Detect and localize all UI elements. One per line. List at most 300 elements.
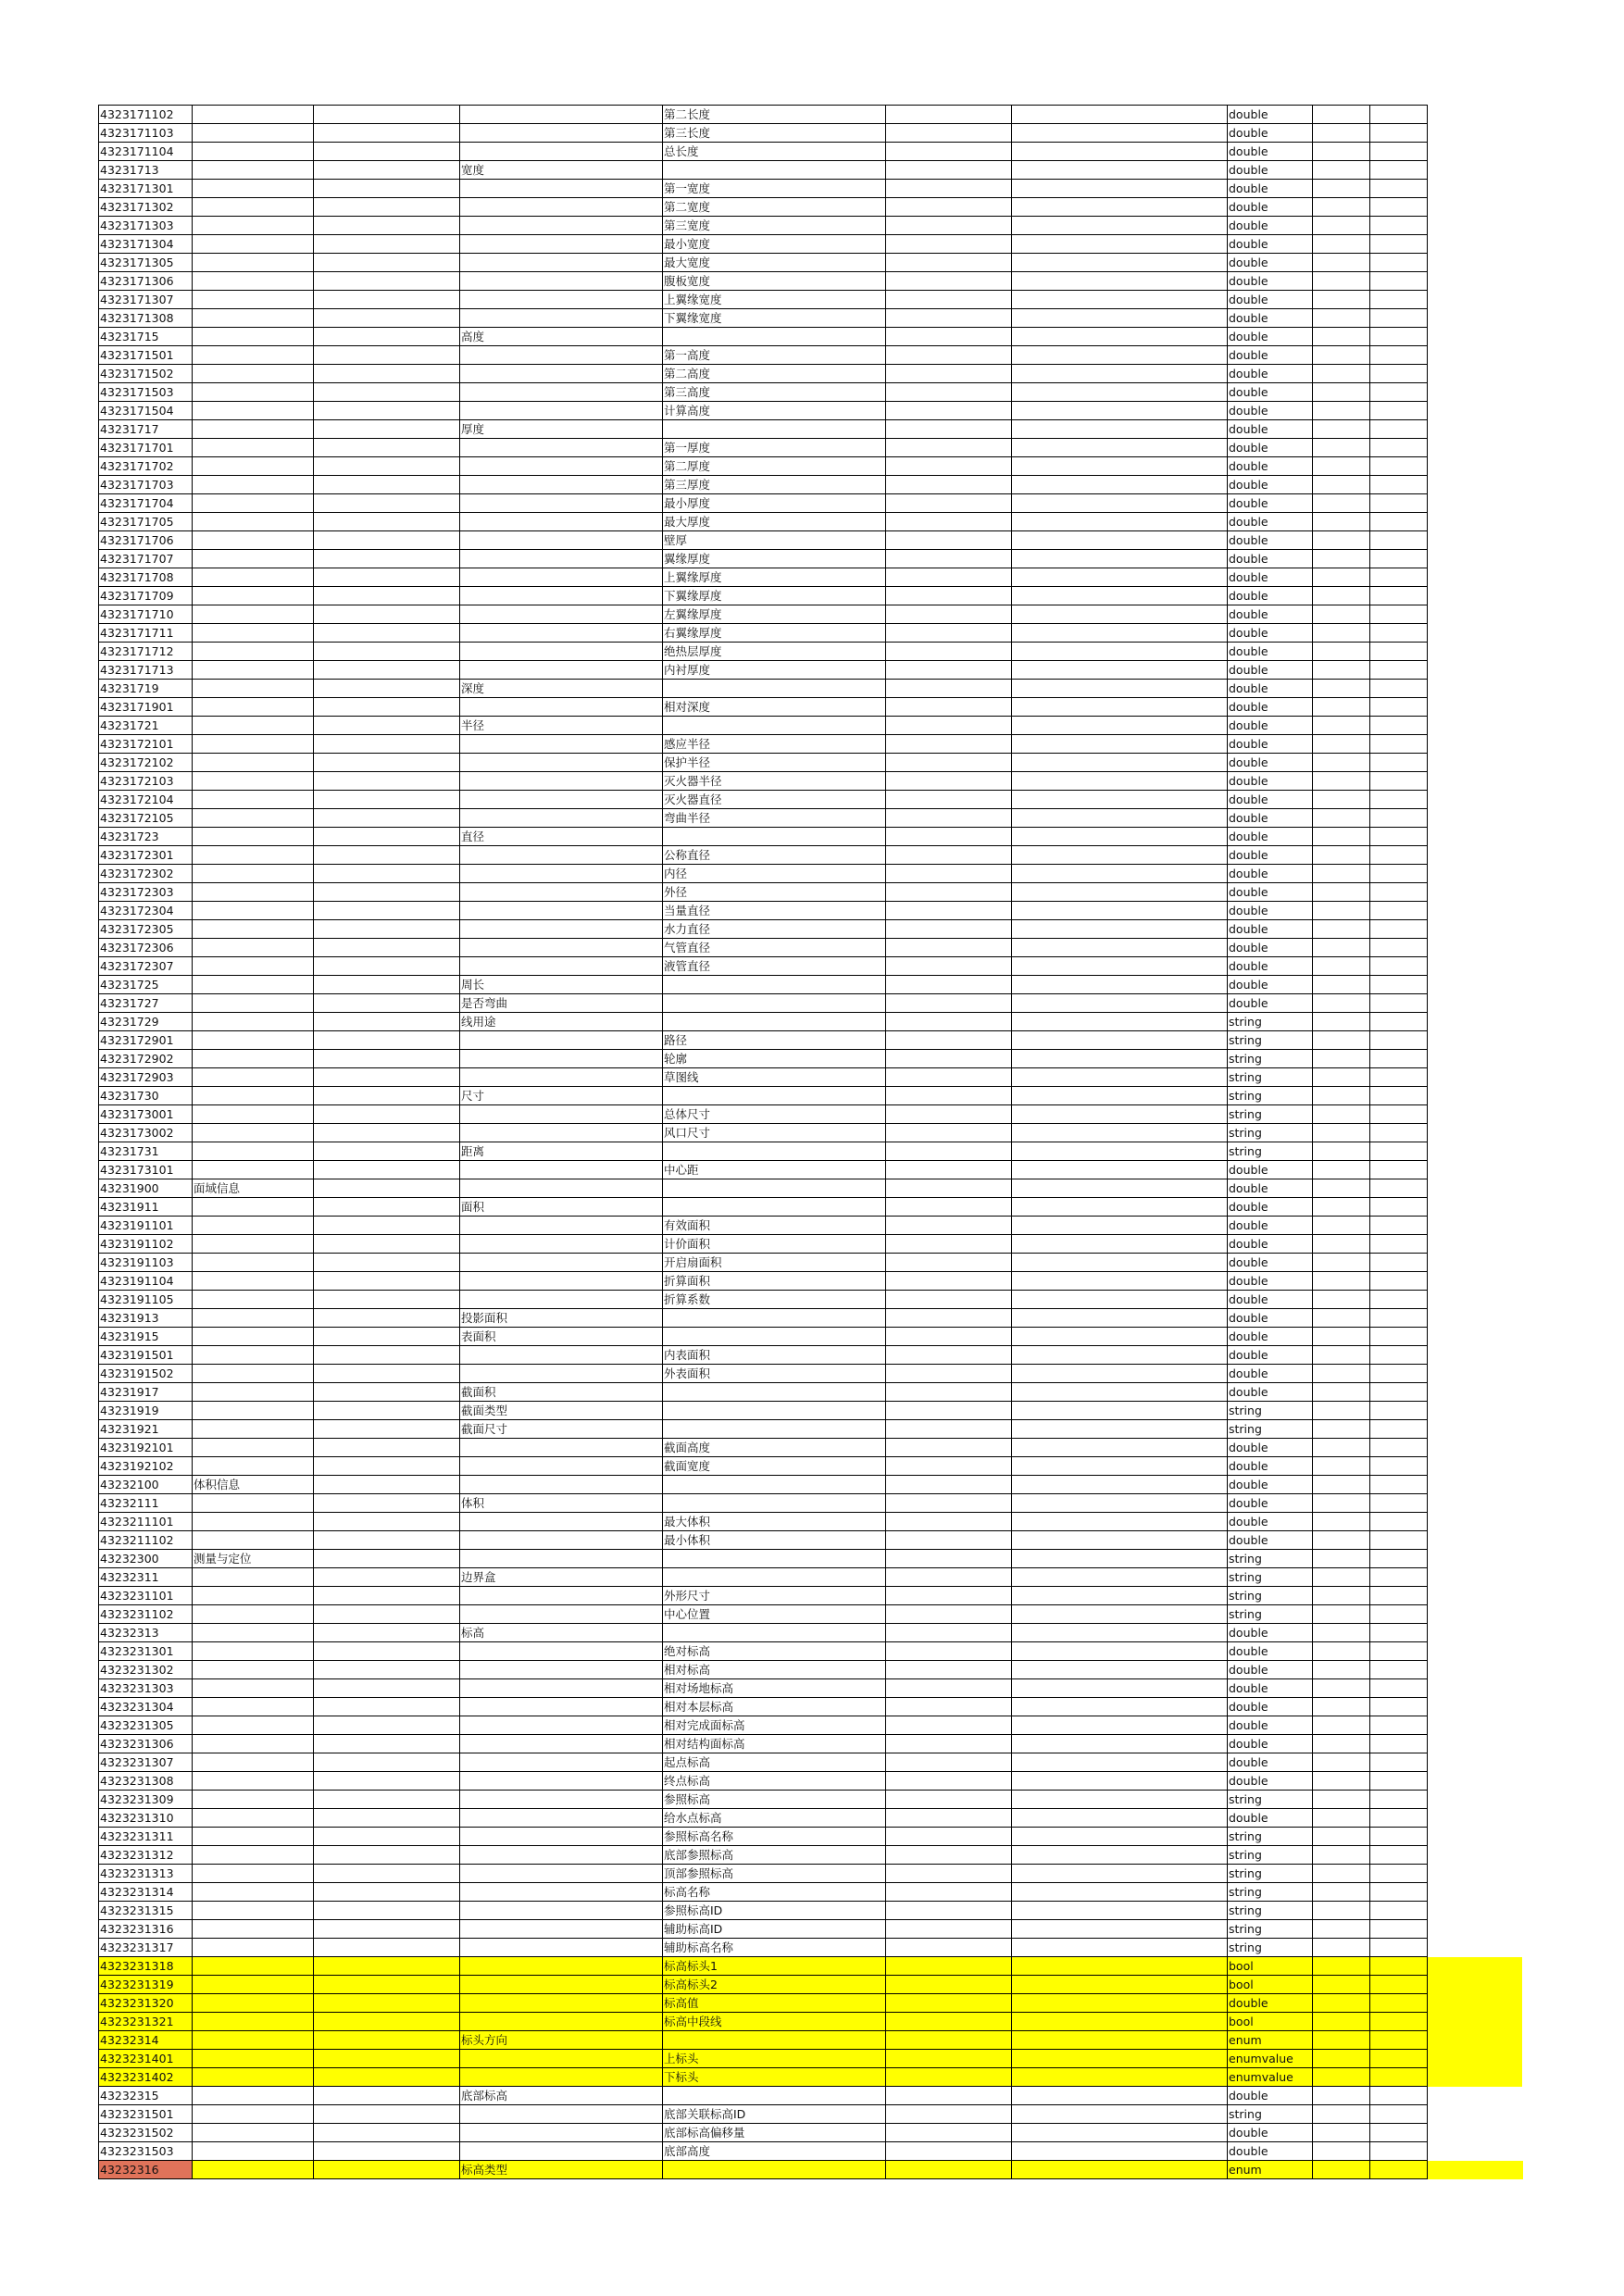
margin-cell[interactable]	[1428, 383, 1523, 402]
empty-cell[interactable]	[1370, 291, 1428, 309]
level1-cell[interactable]	[193, 1735, 314, 1753]
empty-cell[interactable]	[886, 1272, 1012, 1291]
level3-cell[interactable]: 上标头	[663, 2050, 886, 2068]
empty-cell[interactable]	[314, 1291, 460, 1309]
id-cell[interactable]: 4323172306	[99, 939, 193, 957]
empty-cell[interactable]	[1012, 1161, 1228, 1179]
empty-cell[interactable]	[1370, 1087, 1428, 1105]
margin-cell[interactable]	[1428, 865, 1523, 883]
empty-cell[interactable]	[1370, 1494, 1428, 1513]
id-cell[interactable]: 4323173101	[99, 1161, 193, 1179]
empty-cell[interactable]	[886, 1698, 1012, 1716]
empty-cell[interactable]	[1370, 1828, 1428, 1846]
level3-cell[interactable]: 标高值	[663, 1994, 886, 2013]
empty-cell[interactable]	[314, 1605, 460, 1624]
level2-cell[interactable]	[460, 383, 663, 402]
level2-cell[interactable]: 标高	[460, 1624, 663, 1642]
empty-cell[interactable]	[1012, 883, 1228, 902]
type-cell[interactable]: double	[1228, 735, 1313, 754]
margin-cell[interactable]	[1428, 680, 1523, 698]
empty-cell[interactable]	[314, 976, 460, 994]
empty-cell[interactable]	[1370, 1179, 1428, 1198]
empty-cell[interactable]	[1313, 846, 1370, 865]
empty-cell[interactable]	[1370, 1328, 1428, 1346]
level1-cell[interactable]	[193, 2031, 314, 2050]
empty-cell[interactable]	[314, 531, 460, 550]
empty-cell[interactable]	[1313, 717, 1370, 735]
margin-cell[interactable]	[1428, 550, 1523, 568]
level3-cell[interactable]: 腹板宽度	[663, 272, 886, 291]
empty-cell[interactable]	[1313, 1809, 1370, 1828]
margin-cell[interactable]	[1428, 2031, 1523, 2050]
empty-cell[interactable]	[1370, 254, 1428, 272]
empty-cell[interactable]	[886, 1605, 1012, 1624]
level2-cell[interactable]	[460, 1068, 663, 1087]
id-cell[interactable]: 4323171705	[99, 513, 193, 531]
empty-cell[interactable]	[1370, 402, 1428, 420]
empty-cell[interactable]	[1313, 2087, 1370, 2105]
level1-cell[interactable]	[193, 457, 314, 476]
level1-cell[interactable]	[193, 1494, 314, 1513]
empty-cell[interactable]	[1313, 494, 1370, 513]
empty-cell[interactable]	[1313, 1365, 1370, 1383]
level2-cell[interactable]	[460, 1791, 663, 1809]
empty-cell[interactable]	[314, 309, 460, 328]
empty-cell[interactable]	[1313, 1031, 1370, 1050]
level1-cell[interactable]	[193, 494, 314, 513]
empty-cell[interactable]	[1370, 735, 1428, 754]
empty-cell[interactable]	[1012, 1105, 1228, 1124]
level3-cell[interactable]: 给水点标高	[663, 1809, 886, 1828]
margin-cell[interactable]	[1428, 1735, 1523, 1753]
level1-cell[interactable]	[193, 1513, 314, 1531]
empty-cell[interactable]	[1313, 124, 1370, 143]
empty-cell[interactable]	[886, 1828, 1012, 1846]
type-cell[interactable]: double	[1228, 939, 1313, 957]
margin-cell[interactable]	[1428, 643, 1523, 661]
empty-cell[interactable]	[886, 1568, 1012, 1587]
level1-cell[interactable]	[193, 1346, 314, 1365]
type-cell[interactable]: string	[1228, 1791, 1313, 1809]
empty-cell[interactable]	[1370, 1272, 1428, 1291]
level2-cell[interactable]	[460, 1587, 663, 1605]
empty-cell[interactable]	[886, 1902, 1012, 1920]
level3-cell[interactable]: 参照标高	[663, 1791, 886, 1809]
level3-cell[interactable]	[663, 161, 886, 180]
margin-cell[interactable]	[1428, 1791, 1523, 1809]
empty-cell[interactable]	[1012, 1587, 1228, 1605]
level1-cell[interactable]	[193, 772, 314, 791]
margin-cell[interactable]	[1428, 1254, 1523, 1272]
empty-cell[interactable]	[1313, 2031, 1370, 2050]
level3-cell[interactable]: 下翼缘厚度	[663, 587, 886, 605]
empty-cell[interactable]	[886, 2142, 1012, 2161]
level3-cell[interactable]	[663, 1328, 886, 1346]
empty-cell[interactable]	[1370, 1957, 1428, 1976]
margin-cell[interactable]	[1428, 420, 1523, 439]
type-cell[interactable]: double	[1228, 143, 1313, 161]
empty-cell[interactable]	[1370, 328, 1428, 346]
empty-cell[interactable]	[1012, 1753, 1228, 1772]
empty-cell[interactable]	[886, 902, 1012, 920]
empty-cell[interactable]	[1012, 291, 1228, 309]
empty-cell[interactable]	[1313, 883, 1370, 902]
id-cell[interactable]: 4323231304	[99, 1698, 193, 1716]
empty-cell[interactable]	[1313, 291, 1370, 309]
type-cell[interactable]: double	[1228, 1531, 1313, 1550]
empty-cell[interactable]	[886, 272, 1012, 291]
empty-cell[interactable]	[886, 1513, 1012, 1531]
level3-cell[interactable]: 底部参照标高	[663, 1846, 886, 1865]
empty-cell[interactable]	[1012, 1439, 1228, 1457]
margin-cell[interactable]	[1428, 1531, 1523, 1550]
empty-cell[interactable]	[1370, 346, 1428, 365]
level3-cell[interactable]	[663, 2087, 886, 2105]
level3-cell[interactable]: 最大体积	[663, 1513, 886, 1531]
level3-cell[interactable]: 绝对标高	[663, 1642, 886, 1661]
empty-cell[interactable]	[314, 161, 460, 180]
level1-cell[interactable]	[193, 513, 314, 531]
id-cell[interactable]: 43231917	[99, 1383, 193, 1402]
empty-cell[interactable]	[1370, 1476, 1428, 1494]
empty-cell[interactable]	[886, 1365, 1012, 1383]
level2-cell[interactable]	[460, 1179, 663, 1198]
margin-cell[interactable]	[1428, 476, 1523, 494]
margin-cell[interactable]	[1428, 2161, 1523, 2179]
margin-cell[interactable]	[1428, 272, 1523, 291]
id-cell[interactable]: 43231911	[99, 1198, 193, 1217]
empty-cell[interactable]	[1012, 1013, 1228, 1031]
empty-cell[interactable]	[886, 772, 1012, 791]
empty-cell[interactable]	[886, 1198, 1012, 1217]
empty-cell[interactable]	[886, 198, 1012, 217]
type-cell[interactable]: double	[1228, 754, 1313, 772]
level3-cell[interactable]: 第一高度	[663, 346, 886, 365]
level1-cell[interactable]	[193, 1031, 314, 1050]
empty-cell[interactable]	[1313, 1291, 1370, 1309]
level3-cell[interactable]: 第三宽度	[663, 217, 886, 235]
level1-cell[interactable]	[193, 1772, 314, 1791]
level1-cell[interactable]	[193, 698, 314, 717]
empty-cell[interactable]	[1370, 1772, 1428, 1791]
empty-cell[interactable]	[886, 1679, 1012, 1698]
empty-cell[interactable]	[1012, 976, 1228, 994]
type-cell[interactable]: double	[1228, 809, 1313, 828]
empty-cell[interactable]	[1012, 1513, 1228, 1531]
empty-cell[interactable]	[1012, 1939, 1228, 1957]
type-cell[interactable]: double	[1228, 587, 1313, 605]
id-cell[interactable]: 4323231309	[99, 1791, 193, 1809]
empty-cell[interactable]	[886, 1939, 1012, 1957]
margin-cell[interactable]	[1428, 846, 1523, 865]
empty-cell[interactable]	[1370, 2087, 1428, 2105]
empty-cell[interactable]	[1313, 1902, 1370, 1920]
type-cell[interactable]: double	[1228, 494, 1313, 513]
empty-cell[interactable]	[1012, 272, 1228, 291]
level2-cell[interactable]	[460, 1809, 663, 1828]
type-cell[interactable]: double	[1228, 1217, 1313, 1235]
empty-cell[interactable]	[314, 457, 460, 476]
empty-cell[interactable]	[1313, 1698, 1370, 1716]
margin-cell[interactable]	[1428, 1235, 1523, 1254]
empty-cell[interactable]	[1313, 1439, 1370, 1457]
level3-cell[interactable]	[663, 1179, 886, 1198]
empty-cell[interactable]	[1012, 1235, 1228, 1254]
id-cell[interactable]: 43231715	[99, 328, 193, 346]
level1-cell[interactable]	[193, 1531, 314, 1550]
level3-cell[interactable]	[663, 1550, 886, 1568]
level1-cell[interactable]	[193, 1809, 314, 1828]
level2-cell[interactable]	[460, 1716, 663, 1735]
empty-cell[interactable]	[1370, 494, 1428, 513]
empty-cell[interactable]	[1313, 1587, 1370, 1605]
empty-cell[interactable]	[314, 717, 460, 735]
type-cell[interactable]: bool	[1228, 1957, 1313, 1976]
id-cell[interactable]: 43232313	[99, 1624, 193, 1642]
id-cell[interactable]: 43231900	[99, 1179, 193, 1198]
level2-cell[interactable]: 面积	[460, 1198, 663, 1217]
level2-cell[interactable]: 表面积	[460, 1328, 663, 1346]
empty-cell[interactable]	[886, 1328, 1012, 1346]
type-cell[interactable]: double	[1228, 698, 1313, 717]
empty-cell[interactable]	[1370, 2031, 1428, 2050]
level3-cell[interactable]: 中心位置	[663, 1605, 886, 1624]
empty-cell[interactable]	[314, 939, 460, 957]
id-cell[interactable]: 4323211102	[99, 1531, 193, 1550]
empty-cell[interactable]	[1370, 1920, 1428, 1939]
type-cell[interactable]: double	[1228, 717, 1313, 735]
level1-cell[interactable]	[193, 420, 314, 439]
empty-cell[interactable]	[1370, 2013, 1428, 2031]
empty-cell[interactable]	[1313, 383, 1370, 402]
margin-cell[interactable]	[1428, 1957, 1523, 1976]
type-cell[interactable]: double	[1228, 1328, 1313, 1346]
empty-cell[interactable]	[1313, 2050, 1370, 2068]
margin-cell[interactable]	[1428, 328, 1523, 346]
id-cell[interactable]: 4323171713	[99, 661, 193, 680]
level2-cell[interactable]: 体积	[460, 1494, 663, 1513]
level2-cell[interactable]	[460, 1531, 663, 1550]
empty-cell[interactable]	[1370, 1457, 1428, 1476]
type-cell[interactable]: double	[1228, 902, 1313, 920]
empty-cell[interactable]	[314, 2031, 460, 2050]
empty-cell[interactable]	[1012, 476, 1228, 494]
empty-cell[interactable]	[1313, 1476, 1370, 1494]
empty-cell[interactable]	[886, 865, 1012, 883]
type-cell[interactable]: double	[1228, 1309, 1313, 1328]
empty-cell[interactable]	[1313, 1568, 1370, 1587]
level1-cell[interactable]: 面域信息	[193, 1179, 314, 1198]
empty-cell[interactable]	[1370, 2050, 1428, 2068]
empty-cell[interactable]	[1370, 1642, 1428, 1661]
level2-cell[interactable]: 直径	[460, 828, 663, 846]
id-cell[interactable]: 4323171305	[99, 254, 193, 272]
level3-cell[interactable]	[663, 1198, 886, 1217]
empty-cell[interactable]	[886, 531, 1012, 550]
level3-cell[interactable]: 右翼缘厚度	[663, 624, 886, 643]
empty-cell[interactable]	[1012, 1217, 1228, 1235]
level3-cell[interactable]: 草图线	[663, 1068, 886, 1087]
level3-cell[interactable]	[663, 1309, 886, 1328]
empty-cell[interactable]	[1012, 106, 1228, 124]
level2-cell[interactable]: 截面积	[460, 1383, 663, 1402]
level1-cell[interactable]	[193, 2087, 314, 2105]
level3-cell[interactable]: 底部关联标高ID	[663, 2105, 886, 2124]
empty-cell[interactable]	[1313, 346, 1370, 365]
empty-cell[interactable]	[1012, 1124, 1228, 1142]
empty-cell[interactable]	[1012, 1179, 1228, 1198]
type-cell[interactable]: enum	[1228, 2161, 1313, 2179]
level2-cell[interactable]	[460, 106, 663, 124]
empty-cell[interactable]	[886, 661, 1012, 680]
empty-cell[interactable]	[886, 754, 1012, 772]
id-cell[interactable]: 4323231305	[99, 1716, 193, 1735]
id-cell[interactable]: 43231719	[99, 680, 193, 698]
empty-cell[interactable]	[886, 1994, 1012, 2013]
type-cell[interactable]: double	[1228, 1365, 1313, 1383]
id-cell[interactable]: 43231915	[99, 1328, 193, 1346]
level1-cell[interactable]	[193, 106, 314, 124]
level2-cell[interactable]	[460, 1272, 663, 1291]
level1-cell[interactable]	[193, 1661, 314, 1679]
level2-cell[interactable]: 投影面积	[460, 1309, 663, 1328]
level3-cell[interactable]: 壁厚	[663, 531, 886, 550]
empty-cell[interactable]	[1313, 1383, 1370, 1402]
empty-cell[interactable]	[1313, 772, 1370, 791]
level3-cell[interactable]	[663, 1013, 886, 1031]
level2-cell[interactable]	[460, 235, 663, 254]
empty-cell[interactable]	[1313, 1309, 1370, 1328]
empty-cell[interactable]	[886, 2161, 1012, 2179]
level1-cell[interactable]	[193, 994, 314, 1013]
empty-cell[interactable]	[1012, 1865, 1228, 1883]
level3-cell[interactable]: 最大宽度	[663, 254, 886, 272]
empty-cell[interactable]	[314, 1753, 460, 1772]
empty-cell[interactable]	[886, 1124, 1012, 1142]
id-cell[interactable]: 43232300	[99, 1550, 193, 1568]
empty-cell[interactable]	[1012, 2142, 1228, 2161]
margin-cell[interactable]	[1428, 1087, 1523, 1105]
margin-cell[interactable]	[1428, 791, 1523, 809]
level3-cell[interactable]: 气管直径	[663, 939, 886, 957]
empty-cell[interactable]	[314, 494, 460, 513]
empty-cell[interactable]	[886, 1883, 1012, 1902]
empty-cell[interactable]	[1012, 235, 1228, 254]
empty-cell[interactable]	[314, 2142, 460, 2161]
level2-cell[interactable]	[460, 698, 663, 717]
level3-cell[interactable]	[663, 1402, 886, 1420]
type-cell[interactable]: double	[1228, 346, 1313, 365]
empty-cell[interactable]	[1370, 143, 1428, 161]
empty-cell[interactable]	[1370, 1661, 1428, 1679]
level3-cell[interactable]: 外表面积	[663, 1365, 886, 1383]
empty-cell[interactable]	[1012, 2087, 1228, 2105]
id-cell[interactable]: 4323231321	[99, 2013, 193, 2031]
level3-cell[interactable]: 内径	[663, 865, 886, 883]
level2-cell[interactable]	[460, 309, 663, 328]
empty-cell[interactable]	[1313, 643, 1370, 661]
empty-cell[interactable]	[1012, 1698, 1228, 1716]
empty-cell[interactable]	[1370, 1142, 1428, 1161]
empty-cell[interactable]	[1370, 1550, 1428, 1568]
empty-cell[interactable]	[886, 1161, 1012, 1179]
empty-cell[interactable]	[314, 902, 460, 920]
level3-cell[interactable]: 参照标高名称	[663, 1828, 886, 1846]
id-cell[interactable]: 4323171504	[99, 402, 193, 420]
level2-cell[interactable]: 标头方向	[460, 2031, 663, 2050]
empty-cell[interactable]	[1313, 1420, 1370, 1439]
empty-cell[interactable]	[1370, 457, 1428, 476]
empty-cell[interactable]	[314, 1439, 460, 1457]
level2-cell[interactable]	[460, 1513, 663, 1531]
level1-cell[interactable]	[193, 1365, 314, 1383]
level2-cell[interactable]	[460, 2050, 663, 2068]
empty-cell[interactable]	[886, 605, 1012, 624]
level2-cell[interactable]	[460, 346, 663, 365]
empty-cell[interactable]	[886, 791, 1012, 809]
empty-cell[interactable]	[886, 2050, 1012, 2068]
margin-cell[interactable]	[1428, 1920, 1523, 1939]
empty-cell[interactable]	[1012, 494, 1228, 513]
empty-cell[interactable]	[886, 328, 1012, 346]
empty-cell[interactable]	[1313, 1513, 1370, 1531]
type-cell[interactable]: double	[1228, 161, 1313, 180]
id-cell[interactable]: 4323191103	[99, 1254, 193, 1272]
empty-cell[interactable]	[886, 309, 1012, 328]
empty-cell[interactable]	[1012, 161, 1228, 180]
empty-cell[interactable]	[314, 624, 460, 643]
margin-cell[interactable]	[1428, 1494, 1523, 1513]
empty-cell[interactable]	[1012, 1457, 1228, 1476]
level2-cell[interactable]	[460, 1753, 663, 1772]
level2-cell[interactable]	[460, 550, 663, 568]
empty-cell[interactable]	[1012, 1050, 1228, 1068]
empty-cell[interactable]	[1012, 124, 1228, 143]
id-cell[interactable]: 4323231102	[99, 1605, 193, 1624]
empty-cell[interactable]	[1313, 1828, 1370, 1846]
empty-cell[interactable]	[1012, 143, 1228, 161]
type-cell[interactable]: double	[1228, 772, 1313, 791]
level1-cell[interactable]	[193, 1291, 314, 1309]
empty-cell[interactable]	[1012, 1661, 1228, 1679]
type-cell[interactable]: double	[1228, 550, 1313, 568]
id-cell[interactable]: 4323231308	[99, 1772, 193, 1791]
id-cell[interactable]: 4323231319	[99, 1976, 193, 1994]
type-cell[interactable]: double	[1228, 106, 1313, 124]
margin-cell[interactable]	[1428, 1050, 1523, 1068]
empty-cell[interactable]	[1370, 624, 1428, 643]
empty-cell[interactable]	[1012, 402, 1228, 420]
margin-cell[interactable]	[1428, 2068, 1523, 2087]
empty-cell[interactable]	[1313, 420, 1370, 439]
level3-cell[interactable]	[663, 1476, 886, 1494]
empty-cell[interactable]	[1012, 217, 1228, 235]
empty-cell[interactable]	[886, 1791, 1012, 1809]
type-cell[interactable]: double	[1228, 1179, 1313, 1198]
empty-cell[interactable]	[314, 106, 460, 124]
level3-cell[interactable]: 左翼缘厚度	[663, 605, 886, 624]
level1-cell[interactable]	[193, 198, 314, 217]
id-cell[interactable]: 4323171701	[99, 439, 193, 457]
level2-cell[interactable]	[460, 402, 663, 420]
empty-cell[interactable]	[886, 1772, 1012, 1791]
empty-cell[interactable]	[314, 1531, 460, 1550]
empty-cell[interactable]	[1012, 1883, 1228, 1902]
margin-cell[interactable]	[1428, 1661, 1523, 1679]
level1-cell[interactable]	[193, 568, 314, 587]
empty-cell[interactable]	[886, 568, 1012, 587]
level1-cell[interactable]	[193, 883, 314, 902]
